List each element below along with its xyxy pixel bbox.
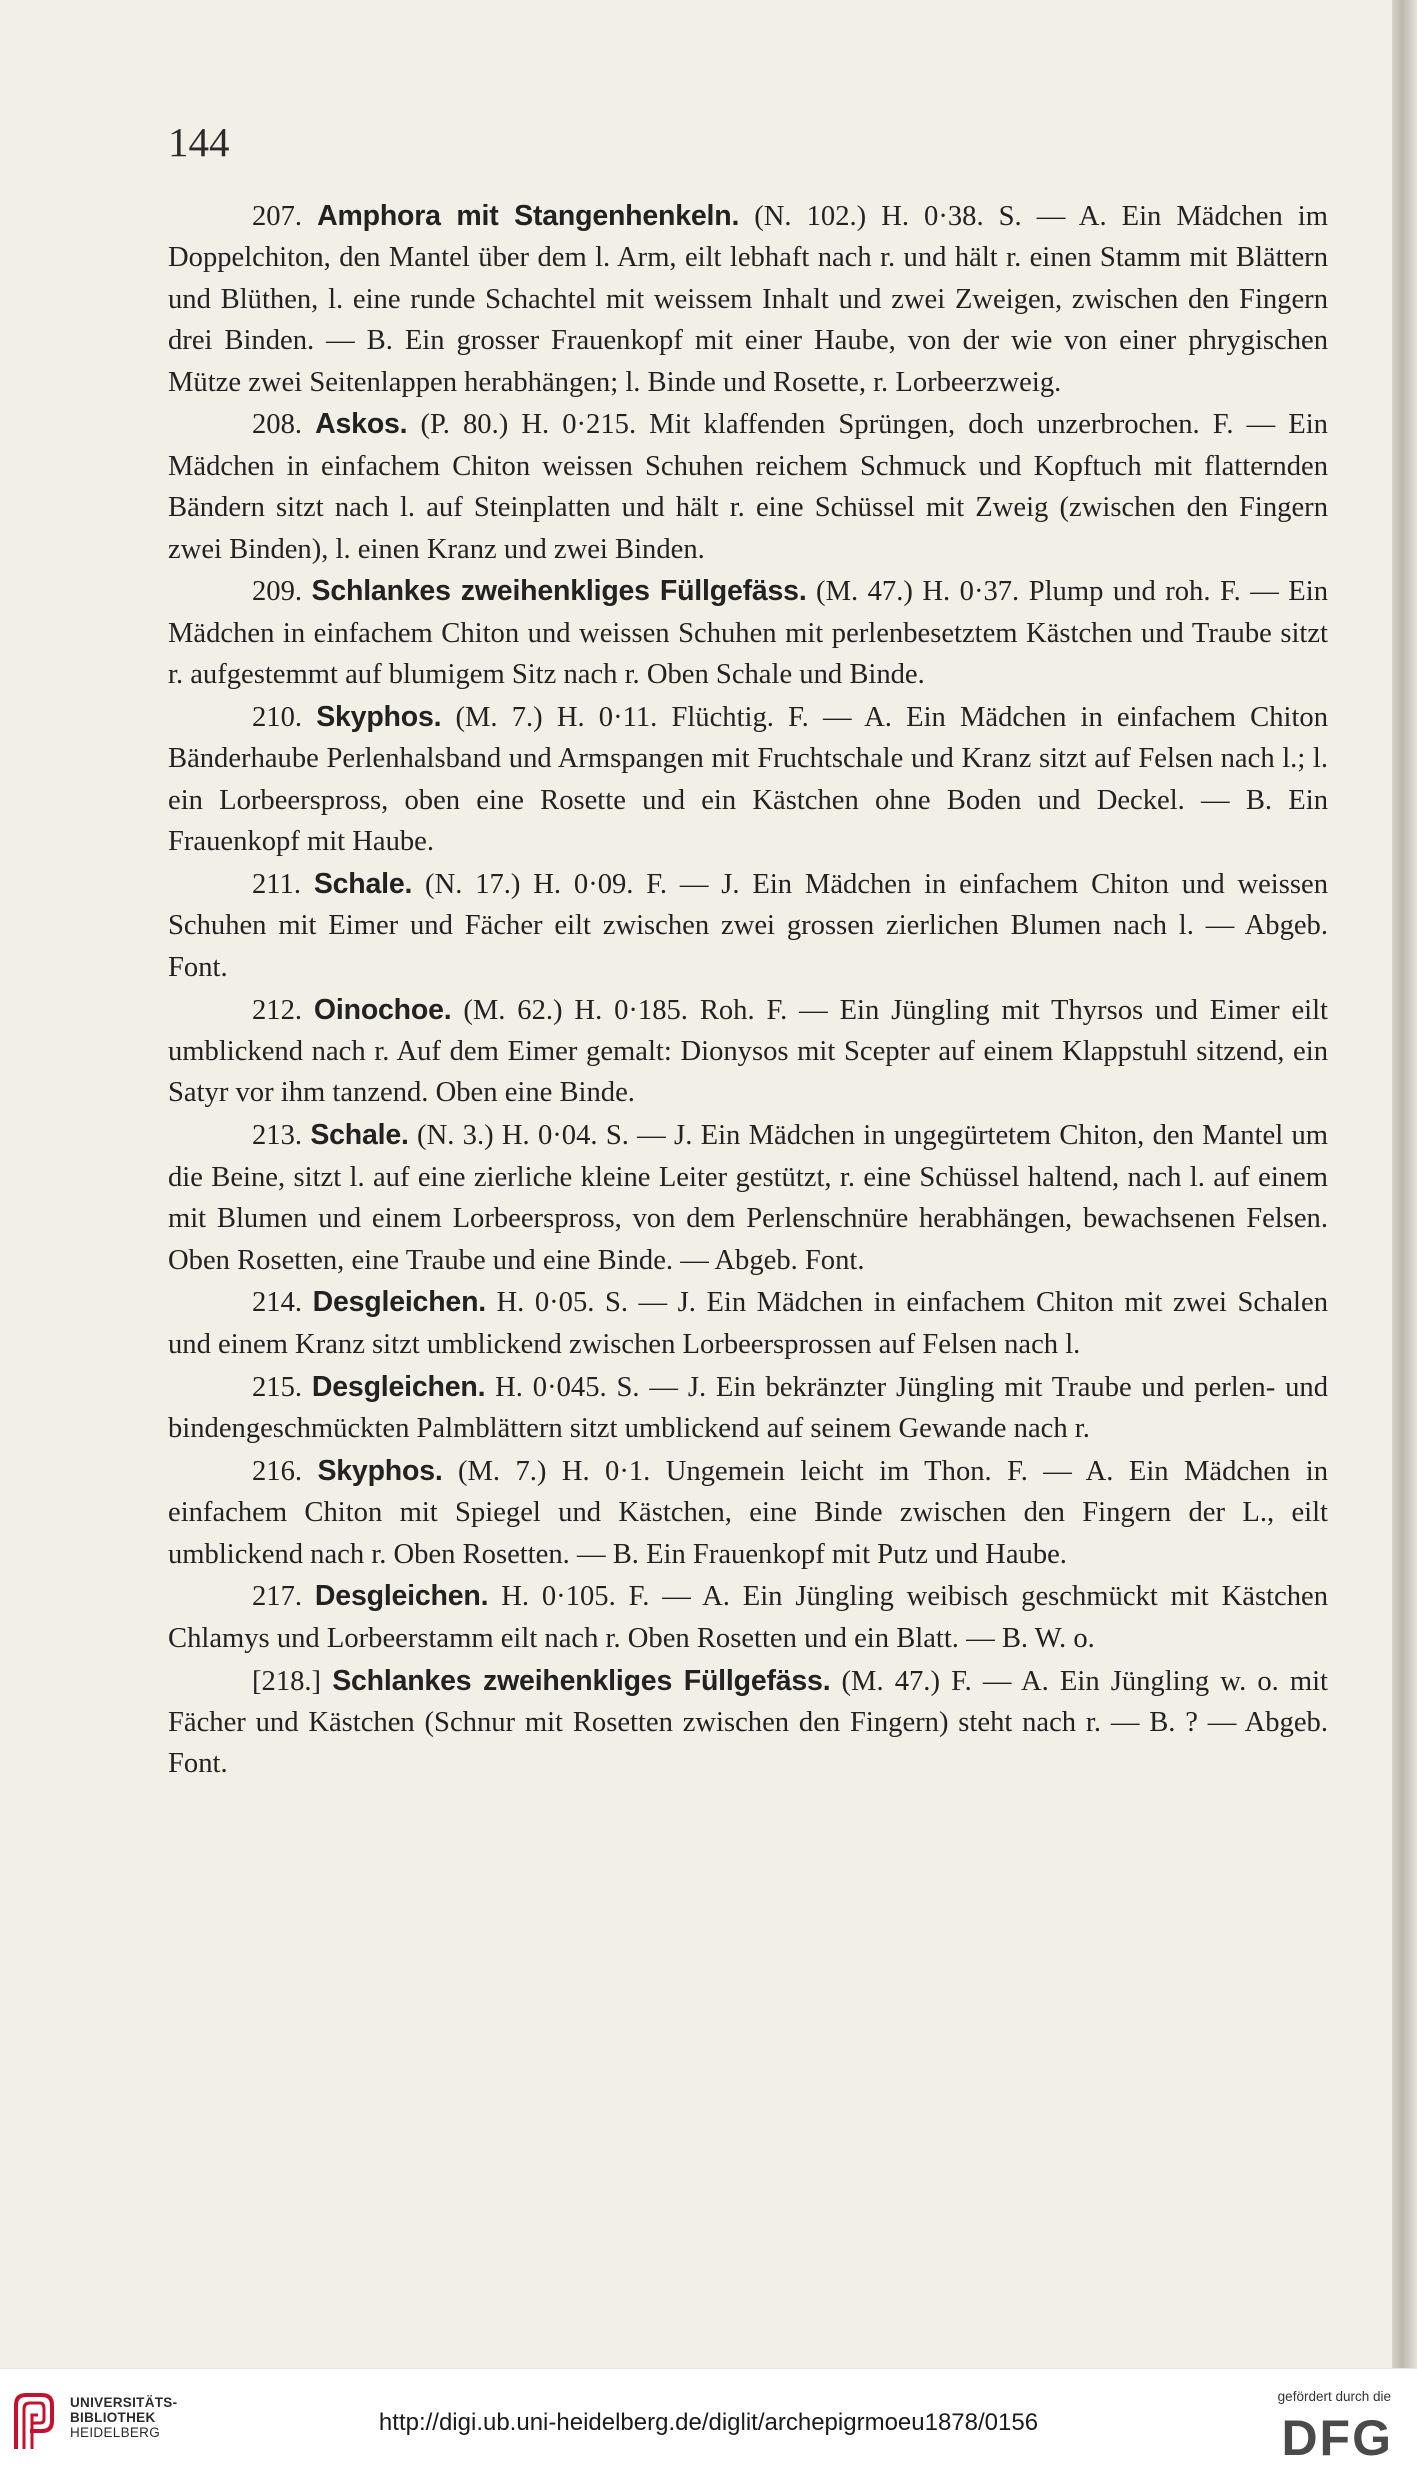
catalogue-entry: [168, 990, 1328, 1114]
entry-text: H. 0·045. S. — J. Ein bekränzter Jüngling mit Traube und perlen- und bindengeschmückten Palmblättern sitzt umblickend auf seinem Gewande nach r.: [168, 1371, 1328, 1444]
dfg-logo: DFG: [1281, 2410, 1393, 2466]
entry-number: 208.: [252, 409, 303, 441]
entry-text: (M. 47.) F. — A. Ein Jüngling w. o. mit Fächer und Kästchen (Schnur mit Rosetten zwischen den Fingern) steht nach r. — B. ? — Abgeb. Font.: [168, 1665, 1328, 1780]
page-number: 144: [168, 119, 230, 165]
catalogue-entry: [168, 1282, 1328, 1365]
library-name-line: BIBLIOTHEK: [70, 2410, 156, 2425]
entry-heading: Oinochoe.: [313, 993, 452, 1026]
entry-number: 207.: [252, 201, 303, 232]
entry-heading: Skyphos.: [316, 701, 442, 734]
library-name-line: HEIDELBERG: [70, 2425, 161, 2440]
entry-number: 213.: [252, 1120, 303, 1152]
entry-heading: Desgleichen.: [314, 1580, 489, 1613]
funding-caption: gefördert durch die: [1277, 2389, 1391, 2404]
catalogue-entry: [168, 571, 1328, 695]
entry-heading: Askos.: [315, 408, 408, 441]
entry-text: (N. 102.) H. 0·38. S. — A. Ein Mädchen im Doppelchiton, den Mantel über dem l. Arm, eilt lebhaft nach r. und hält r. einen Stamm mit Blättern und Blüthen, l. eine runde Schachtel mit weissem Inhalt und zwei Zweigen, zwischen den Fingern drei Binden. — B. Ein grosser Frauenkopf mit einer Haube, von der wie von einer phrygischen Mütze zwei Seitenlappen herabhängen; l. Binde und Rosette, r. Lorbeerzweig.: [168, 201, 1328, 398]
entry-number: 209.: [252, 576, 303, 608]
catalogue-entry: [168, 404, 1328, 570]
entry-heading: Desgleichen.: [312, 1286, 486, 1319]
catalogue-entry: [168, 1367, 1328, 1450]
entry-number: 212.: [252, 994, 303, 1026]
entry-number: 211.: [252, 869, 301, 901]
entry-text: (P. 80.) H. 0·215. Mit klaffenden Sprüngen, doch unzerbrochen. F. — Ein Mädchen in einfachem Chiton weissen Schuhen reichem Schmuck und Kopftuch mit flatternden Bändern sitzt nach l. auf Steinplatten und hält r. eine Schüssel mit Zweig (zwischen den Fingern zwei Binden), l. einen Kranz und zwei Binden.: [168, 409, 1328, 565]
page-edge-shadow: [1392, 0, 1417, 2368]
catalogue-entry: [168, 1576, 1328, 1659]
catalogue-entry: [168, 864, 1328, 988]
entry-number: [218.]: [252, 1665, 322, 1697]
permalink-url[interactable]: http://digi.ub.uni-heidelberg.de/diglit/archepigrmoeu1878/0156: [378, 2409, 1039, 2436]
catalogue-entry: [168, 196, 1328, 403]
catalogue-entry: [168, 697, 1328, 863]
catalogue-entry: [168, 1115, 1328, 1281]
entry-text: (M. 62.) H. 0·185. Roh. F. — Ein Jüngling mit Thyrsos und Eimer eilt umblickend nach r. Auf dem Eimer gemalt: Dionysos mit Scepter auf einem Klappstuhl sitzend, ein Satyr vor ihm tanzend. Oben eine Binde.: [168, 994, 1328, 1109]
catalogue-entries: [168, 196, 1328, 1786]
entry-text: H. 0·105. F. — A. Ein Jüngling weibisch geschmückt mit Kästchen Chlamys und Lorbeerstamm eilt nach r. Oben Rosetten und ein Blatt. — B. W. o.: [168, 1581, 1328, 1654]
library-name-line: UNIVERSITÄTS-: [70, 2395, 178, 2410]
entry-heading: Desgleichen.: [311, 1370, 486, 1403]
entry-number: 217.: [252, 1581, 303, 1613]
entry-text: (M. 47.) H. 0·37. Plump und roh. F. — Ein Mädchen in einfachem Chiton und weissen Schuhen mit perlenbesetztem Kästchen und Traube sitzt r. aufgestemmt auf blumigem Sitz nach r. Oben Schale und Binde.: [168, 576, 1328, 691]
entry-text: H. 0·05. S. — J. Ein Mädchen in einfachem Chiton mit zwei Schalen und einem Kranz sitzt umblickend zwischen Lorbeersprossen auf Felsen nach l.: [168, 1287, 1328, 1360]
entry-number: 216.: [252, 1455, 303, 1487]
entry-heading: Schlankes zweihenkliges Füllgefäss.: [332, 1664, 831, 1697]
entry-number: 214.: [252, 1287, 303, 1319]
entry-heading: Schale.: [313, 868, 413, 901]
entry-text: (N. 17.) H. 0·09. F. — J. Ein Mädchen in einfachem Chiton und weissen Schuhen mit Eimer und Fächer eilt zwischen zwei grossen zierlichen Blumen nach l. — Abgeb. Font.: [168, 869, 1328, 983]
catalogue-entry: [168, 1661, 1328, 1785]
entry-number: 210.: [252, 702, 303, 734]
entry-number: 215.: [252, 1371, 303, 1403]
entry-heading: Schale.: [310, 1119, 409, 1152]
entry-text: (M. 7.) H. 0·11. Flüchtig. F. — A. Ein Mädchen in einfachem Chiton Bänderhaube Perlenhalsband und Armspangen mit Fruchtschale und Kranz sitzt auf Felsen nach l.; l. ein Lorbeerspross, oben eine Rosette und ein Kästchen ohne Boden und Deckel. — B. Ein Frauenkopf mit Haube.: [168, 702, 1328, 858]
catalogue-entry: [168, 1451, 1328, 1575]
entry-text: (N. 3.) H. 0·04. S. — J. Ein Mädchen in ungegürtetem Chiton, den Mantel um die Beine, sitzt l. auf eine zierliche kleine Leiter gestützt, r. eine Schüssel haltend, nach l. auf einem mit Blumen und einem Lorbeerspross, von dem Perlenschnüre herabhängen, bewachsenen Felsen. Oben Rosetten, eine Traube und eine Binde. — Abgeb. Font.: [168, 1120, 1328, 1276]
entry-heading: Skyphos.: [317, 1454, 443, 1487]
entry-heading: Schlankes zweihenkliges Füllgefäss.: [311, 575, 807, 608]
entry-heading: Amphora mit Stangenhenkeln.: [317, 200, 740, 232]
entry-text: (M. 7.) H. 0·1. Ungemein leicht im Thon. F. — A. Ein Mädchen in einfachem Chiton mit Spiegel und Kästchen, eine Binde zwischen den Fingern der L., eilt umblickend nach r. Oben Rosetten. — B. Ein Frauenkopf mit Putz und Haube.: [168, 1455, 1328, 1570]
viewer-footer: [0, 2368, 1417, 2475]
